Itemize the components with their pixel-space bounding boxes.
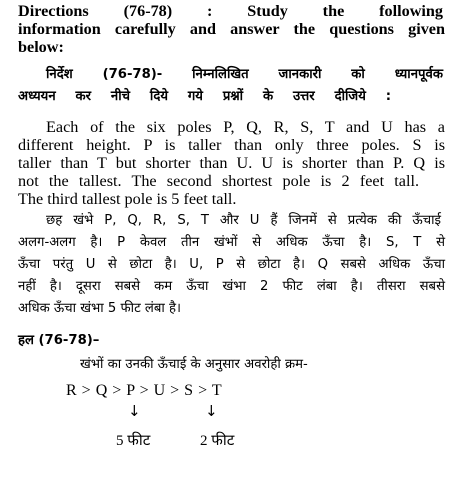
- directions-line-2: information carefully and answer the questions given: [18, 20, 445, 38]
- solution-body: [0, 354, 455, 464]
- hindi-directions-line-2: अध्ययन कर नीचे दिये गये प्रश्नों के उत्तर दीजिये :: [18, 89, 391, 104]
- height-order-chain: R > Q > P > U > S > T: [66, 382, 223, 399]
- hindi-passage-line-2: अलग-अलग है। P केवल तीन खंभों से अधिक ऊँचा है। S, T से: [18, 235, 445, 250]
- solution-intro: खंभों का उनकी ऊँचाई के अनुसार अवरोही क्रम-: [80, 357, 308, 372]
- hindi-directions-heading: [0, 64, 455, 108]
- solution-heading-text: हल (76-78)–: [18, 333, 100, 348]
- hindi-passage-line-4: नहीं है। दूसरा सबसे कम ऊँचा खंभा 2 फीट लंबा है। तीसरा सबसे: [18, 279, 445, 294]
- solution-heading: [0, 330, 455, 352]
- hindi-directions-line-1: निर्देश (76-78)- निम्नलिखित जानकारी को ध्यानपूर्वक: [46, 67, 443, 82]
- directions-line-3: below:: [18, 38, 64, 56]
- english-passage-line-4: not the tallest. The second shortest pole is 2 feet tall.: [18, 172, 419, 190]
- hindi-passage: [0, 210, 455, 320]
- english-passage-line-2: different height. P is taller than only three poles. S is: [18, 136, 445, 154]
- directions-line-1: Directions (76-78) : Study the following: [18, 2, 443, 20]
- english-passage: [0, 118, 455, 208]
- arrow-to-s-icon: ↓: [205, 402, 218, 420]
- english-passage-line-5: The third tallest pole is 5 feet tall.: [18, 190, 237, 208]
- label-2-feet: 2 फीट: [200, 433, 235, 449]
- english-passage-line-3: taller than T but shorter than U. U is shorter than P. Q is: [18, 154, 445, 172]
- hindi-passage-line-1: छह खंभे P, Q, R, S, T और U हैं जिनमें से प्रत्येक की ऊँचाई: [46, 213, 441, 228]
- arrow-to-p-icon: ↓: [128, 402, 141, 420]
- english-passage-line-1: Each of the six poles P, Q, R, S, T and U has a: [46, 118, 445, 136]
- label-5-feet: 5 फीट: [116, 433, 151, 449]
- directions-heading: [0, 2, 455, 56]
- hindi-passage-line-3: ऊँचा परंतु U से छोटा है। U, P से छोटा है। Q सबसे अधिक ऊँचा: [18, 257, 445, 272]
- hindi-passage-line-5: अधिक ऊँचा खंभा 5 फीट लंबा है।: [18, 301, 182, 316]
